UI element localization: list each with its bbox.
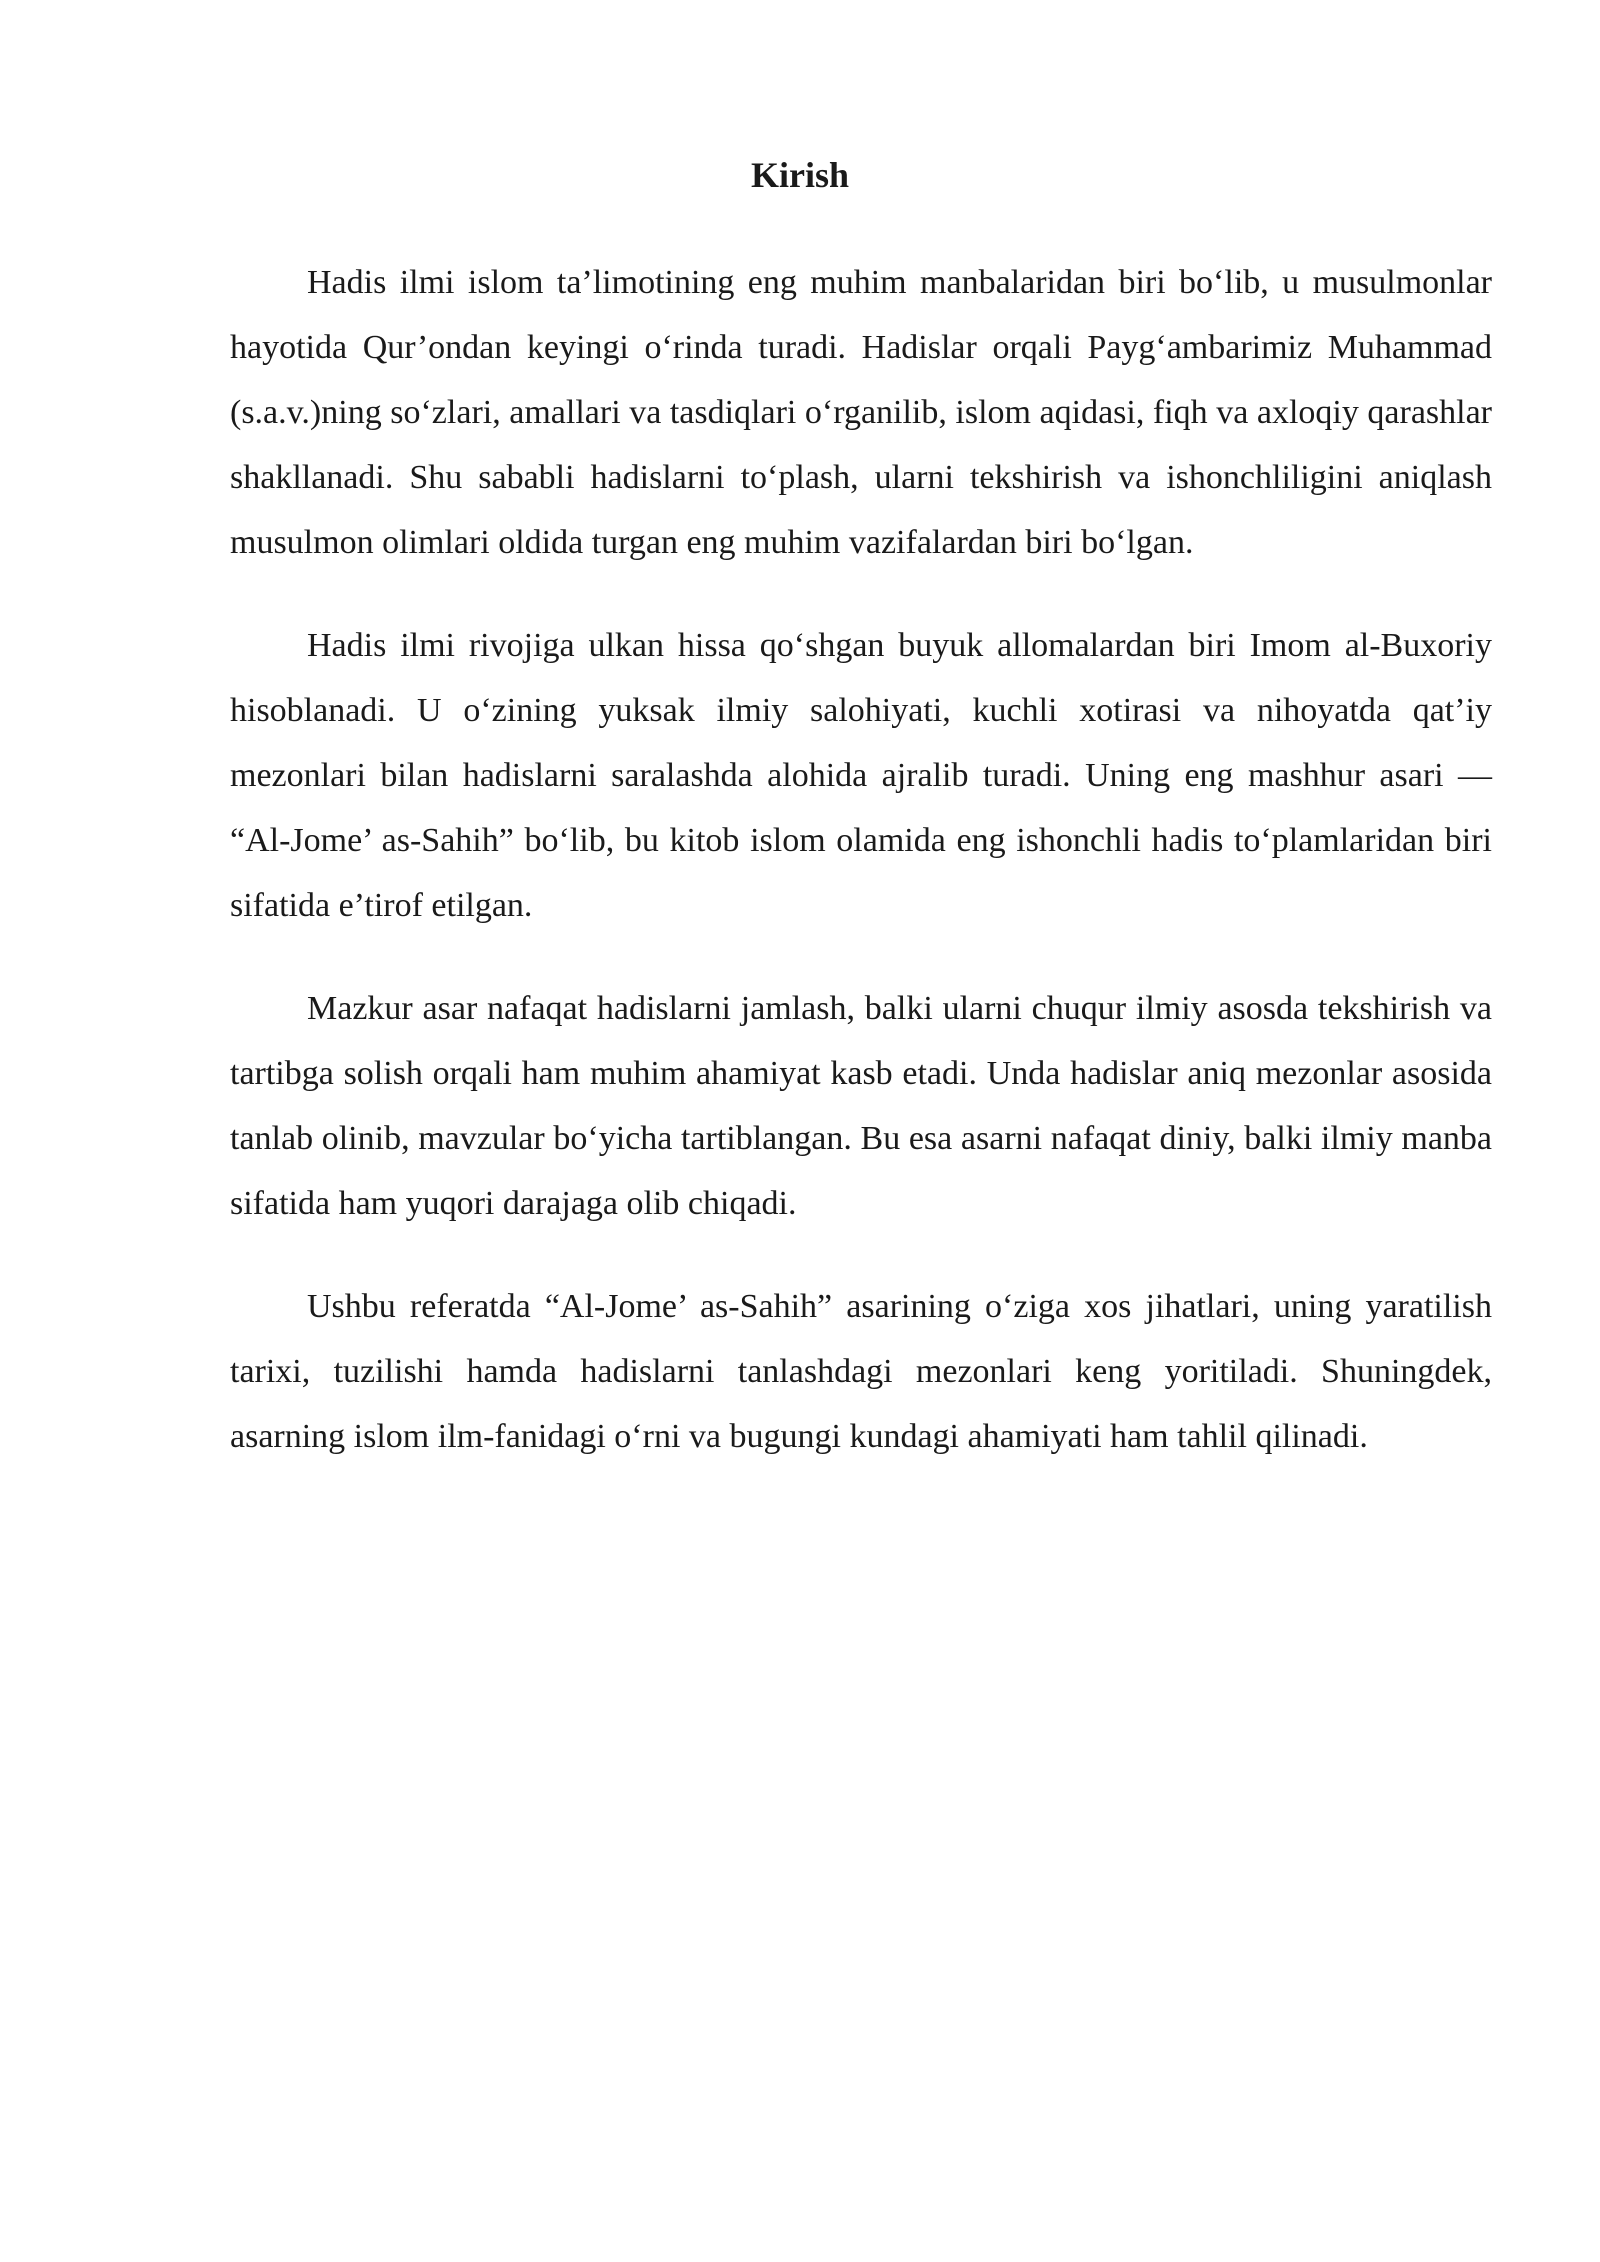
paragraph-3: Mazkur asar nafaqat hadislarni jamlash, balki ularni chuqur ilmiy asosda tekshirish va tartibga solish orqali ham muhim ahamiyat kasb etadi. Unda hadislar aniq mezonlar asosida tanlab olinib, mavzular bo‘yicha tartiblangan. Bu esa asarni nafaqat diniy, balki ilmiy manba sifatida ham yuqori darajaga olib chiqadi. [230, 990, 1492, 1222]
paragraph-1: Hadis ilmi islom ta’limotining eng muhim manbalaridan biri bo‘lib, u musulmonlar hayotida Qur’ondan keyingi o‘rinda turadi. Hadislar orqali Payg‘ambarimiz Muhammad (s.a.v.)ning so‘zlari, amallari va tasdiqlari o‘rganilib, islom aqidasi, fiqh va axloqiy qarashlar shakllanadi. Shu sababli hadislarni to‘plash, ularni tekshirish va ishonchliligini aniqlash musulmon olimlari oldida turgan eng muhim vazifalardan biri bo‘lgan. [230, 264, 1492, 561]
page-title: Kirish [750, 155, 849, 195]
paragraph-4: Ushbu referatda “Al-Jome’ as-Sahih” asarining o‘ziga xos jihatlari, uning yaratilish tarixi, tuzilishi hamda hadislarni tanlashdagi mezonlari keng yoritiladi. Shuningdek, asarning islom ilm-fanidagi o‘rni va bugungi kundagi ahamiyati ham tahlil qilinadi. [230, 1288, 1492, 1455]
document-body [230, 250, 1492, 1507]
paragraph-2: Hadis ilmi rivojiga ulkan hissa qo‘shgan buyuk allomalardan biri Imom al-Buxoriy hisoblanadi. U o‘zining yuksak ilmiy salohiyati, kuchli xotirasi va nihoyatda qat’iy mezonlari bilan hadislarni saralashda alohida ajralib turadi. Uning eng mashhur asari — “Al-Jome’ as-Sahih” bo‘lib, bu kitob islom olamida eng ishonchli hadis to‘plamlaridan biri sifatida e’tirof etilgan. [230, 627, 1492, 924]
